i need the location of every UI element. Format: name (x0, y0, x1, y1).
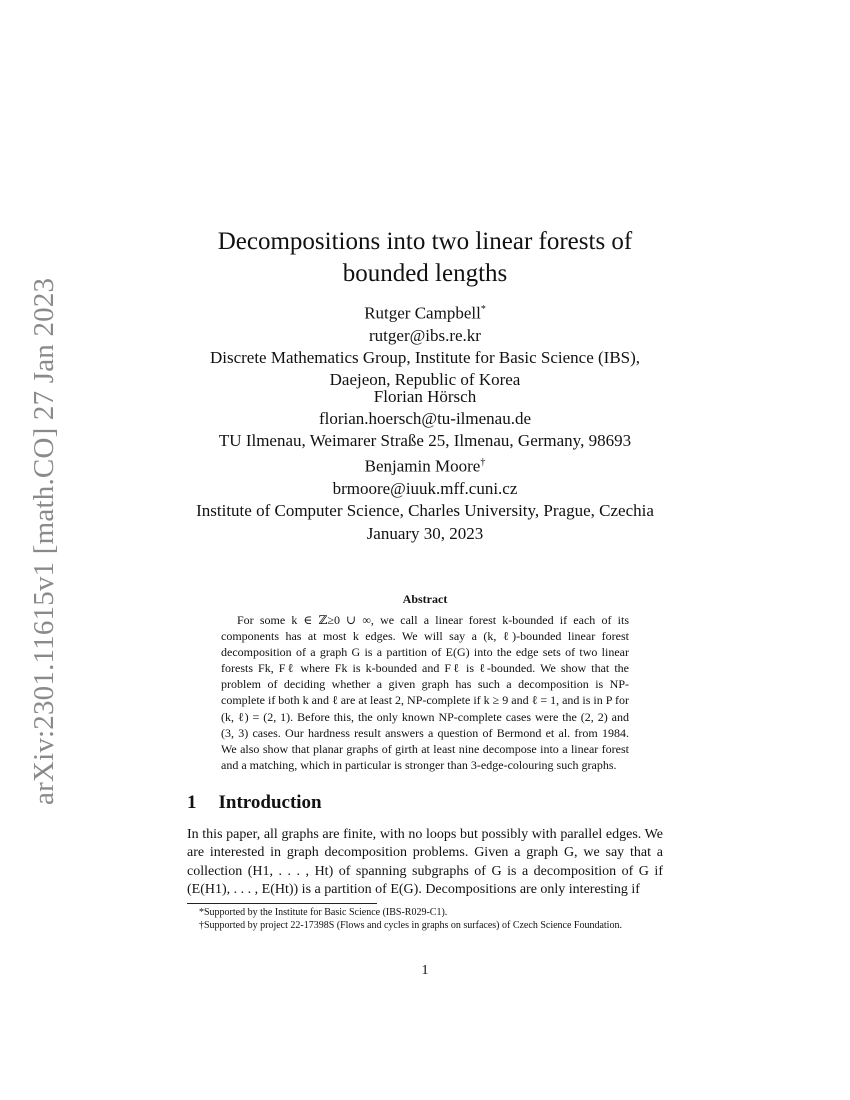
author-block-1 (150, 299, 700, 391)
intro-paragraph: In this paper, all graphs are finite, with no loops but possibly with parallel edges. We are interested in graph decomposition problems. Given a graph G, we say that a collection (H1, . . . , Ht) of spanning subgraphs of G is a decomposition of G if (E(H1), . . . , E(Ht)) is a partition of E(G). Decompositions are only interesting if (187, 827, 663, 897)
author-affiliation-line: Discrete Mathematics Group, Institute for Basic Science (IBS), (209, 347, 641, 367)
author-email[interactable]: florian.hoersch@tu-ilmenau.de (318, 409, 532, 428)
author-affiliation-line: TU Ilmenau, Weimarer Straße 25, Ilmenau, Germany, 98693 (218, 431, 632, 450)
page-number: 1 (421, 963, 429, 978)
section-heading (187, 792, 322, 814)
arxiv-identifier-stamp: arXiv:2301.11615v1 [math.CO] 27 Jan 2023 (28, 277, 60, 805)
author-block-2 (150, 386, 700, 452)
title-line-2: bounded lengths (342, 260, 508, 287)
footnote-mark: * (480, 304, 486, 315)
footnotes (187, 906, 667, 932)
footnote-rule (187, 903, 377, 904)
author-affiliation-line: Institute of Computer Science, Charles University, Prague, Czechia (196, 500, 654, 520)
footnote-2: †Supported by project 22-17398S (Flows and cycles in graphs on surfaces) of Czech Science Foundation. (199, 920, 622, 931)
author-name: Rutger Campbell (364, 303, 481, 323)
intro-text (187, 826, 663, 899)
author-block-3 (150, 452, 700, 522)
title-line-1: Decompositions into two linear forests of (217, 228, 633, 255)
author-email[interactable]: rutger@ibs.re.kr (369, 325, 481, 345)
author-email[interactable]: brmoore@iuuk.mff.cuni.cz (332, 478, 518, 498)
author-name: Florian Hörsch (373, 387, 477, 406)
author-affiliation-line: Daejeon, Republic of Korea (329, 369, 521, 389)
paper-title (150, 226, 700, 290)
abstract-body (221, 612, 629, 773)
footnote-1: *Supported by the Institute for Basic Science (IBS-R029-C1). (199, 907, 448, 918)
section-title: Introduction (218, 792, 322, 813)
paper-date: January 30, 2023 (366, 524, 484, 543)
section-number: 1 (187, 792, 197, 813)
abstract-paragraph: For some k ∈ ℤ≥0 ∪ ∞, we call a linear forest k-bounded if each of its components has at most k edges. We will say a (k, ℓ)-bounded linear forest decomposition of a graph G is a partition of E(G) into the edge sets of two linear forests Fk, Fℓ where Fk is k-bounded and Fℓ is ℓ-bounded. We show that the problem of deciding whether a given graph has such a decomposition is NP-complete if both k and ℓ are at least 2, NP-complete if k ≥ 9 and ℓ = 1, and is in P for (k, ℓ) = (2, 1). Before this, the only known NP-complete cases were the (2, 2) and (3, 3) cases. Our hardness result answers a question of Bermond et al. from 1984. We also show that planar graphs of girth at least nine decompose into a linear forest and a matching, which in particular is stronger than 3-edge-colouring such graphs. (221, 613, 629, 772)
author-name: Benjamin Moore (364, 456, 481, 476)
abstract-heading: Abstract (402, 592, 448, 606)
footnote-mark: † (480, 457, 486, 468)
